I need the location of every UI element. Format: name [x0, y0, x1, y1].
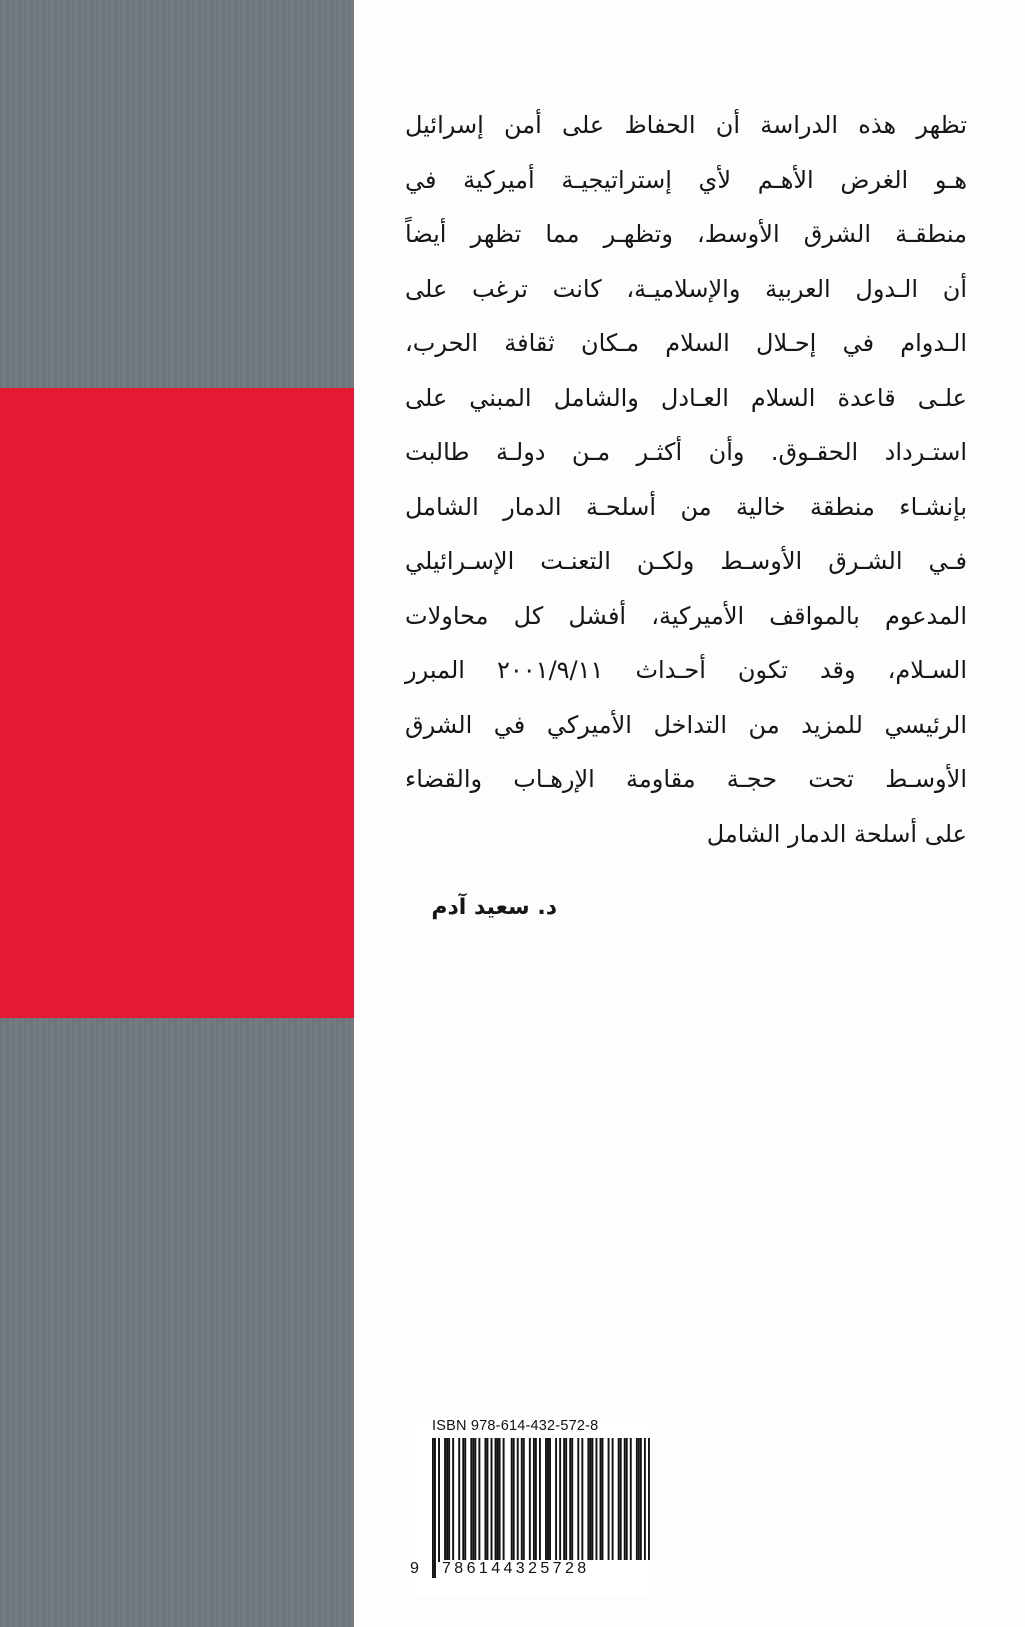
barcode-bar	[626, 1438, 628, 1562]
barcode-bar	[535, 1438, 537, 1562]
barcode-bar	[503, 1438, 505, 1562]
barcode-bar	[470, 1438, 472, 1562]
back-cover-blurb	[405, 98, 967, 861]
blurb-line: بإنشـاء منطقة خالية من أسلحـة الدمار الشامل	[405, 492, 967, 521]
blurb-line: هـو الغرض الأهـم لأي إستراتيجيـة أميركية في	[405, 165, 967, 194]
barcode-bar	[521, 1438, 523, 1562]
barcode-bar	[462, 1438, 464, 1562]
barcode-bar	[620, 1438, 622, 1562]
barcode-bar	[517, 1438, 519, 1562]
isbn-barcode	[410, 1418, 655, 1596]
barcode-bar	[587, 1438, 589, 1562]
barcode-bar	[499, 1438, 501, 1562]
barcode-bar	[464, 1438, 466, 1562]
barcode-bar	[511, 1438, 513, 1562]
blurb-line: الرئيسي للمزيد من التداخل الأميركي في الشرق	[405, 710, 967, 739]
blurb-line: على أسلحة الدمار الشامل	[706, 819, 967, 848]
barcode-digits: 786144325728	[442, 1560, 652, 1578]
barcode-bar	[472, 1438, 474, 1562]
barcode-bar	[636, 1438, 638, 1562]
barcode-bar	[549, 1438, 551, 1562]
blurb-line: تظهر هذه الدراسة أن الحفاظ على أمن إسرائيل	[405, 111, 967, 139]
barcode-bar	[491, 1438, 493, 1562]
barcode-bar	[612, 1438, 614, 1562]
barcode-bar	[434, 1438, 436, 1578]
barcode-bar	[555, 1438, 557, 1562]
barcode-bar	[644, 1438, 646, 1578]
barcode-bar	[545, 1438, 547, 1578]
blurb-line: الأوسـط تحت حجـة مقاومة الإرهـاب والقضاء	[405, 765, 967, 793]
blurb-line: فـي الشـرق الأوسـط ولكـن التعنـت الإسـرائيلي	[405, 547, 967, 575]
barcode-bars	[432, 1438, 650, 1578]
blurb-line: السـلام، وقد تكون أحـداث ٢٠٠١/٩/١١ المبرر	[405, 656, 968, 684]
barcode-bar	[608, 1438, 610, 1562]
red-accent-block	[0, 388, 354, 1018]
barcode-bar	[565, 1438, 567, 1562]
barcode-bar	[513, 1438, 515, 1562]
barcode-bar	[438, 1438, 440, 1562]
barcode-bar	[630, 1438, 632, 1562]
blurb-line: علـى قاعدة السلام العـادل والشامل المبني على	[405, 383, 967, 412]
barcode-bar	[547, 1438, 549, 1562]
barcode-bar	[563, 1438, 565, 1562]
barcode-bar	[474, 1438, 476, 1562]
barcode-bar	[596, 1438, 598, 1562]
barcode-bar	[571, 1438, 573, 1562]
barcode-first-digit: 9	[410, 1560, 419, 1577]
barcode-bar	[638, 1438, 640, 1562]
barcode-bar	[569, 1438, 571, 1562]
barcode-bar	[458, 1438, 460, 1562]
barcode-bar	[533, 1438, 535, 1562]
barcode-bar	[495, 1438, 497, 1562]
barcode-bar	[559, 1438, 561, 1562]
barcode-bar	[618, 1438, 620, 1562]
barcode-bar	[589, 1438, 591, 1562]
barcode-bar	[452, 1438, 454, 1562]
isbn-label: ISBN 978-614-432-572-8	[432, 1418, 599, 1434]
barcode-bar	[640, 1438, 642, 1562]
blurb-line: المدعوم بالمواقف الأميركية، أفشل كل محاولات	[405, 601, 967, 630]
barcode-bar	[487, 1438, 489, 1562]
barcode-bar	[581, 1438, 583, 1562]
barcode-bar	[484, 1438, 486, 1562]
barcode-bar	[444, 1438, 446, 1562]
barcode-bar	[600, 1438, 602, 1562]
author-name: د. سعيد آدم	[431, 895, 557, 920]
blurb-line: الـدوام في إحـلال السلام مـكان ثقافة الحرب،	[405, 329, 967, 357]
barcode-bar	[539, 1438, 541, 1578]
barcode-bar	[497, 1438, 499, 1562]
blurb-line: أن الـدول العربية والإسلاميـة، كانت ترغب على	[405, 274, 967, 303]
barcode-bar	[529, 1438, 531, 1562]
barcode-bar	[432, 1438, 434, 1578]
barcode-bar	[478, 1438, 480, 1562]
barcode-bar	[602, 1438, 604, 1562]
barcode-bar	[591, 1438, 593, 1562]
barcode-bar	[648, 1438, 650, 1578]
barcode-bar	[448, 1438, 450, 1562]
barcode-bar	[624, 1438, 626, 1562]
barcode-bar	[577, 1438, 579, 1562]
barcode-bar	[523, 1438, 525, 1562]
blurb-line: استـرداد الحقـوق. وأن أكثـر مـن دولـة طالبت	[405, 438, 967, 466]
blurb-line: منطقـة الشرق الأوسط، وتظهـر مما تظهر أيضاً	[405, 220, 967, 248]
barcode-bar	[446, 1438, 448, 1562]
